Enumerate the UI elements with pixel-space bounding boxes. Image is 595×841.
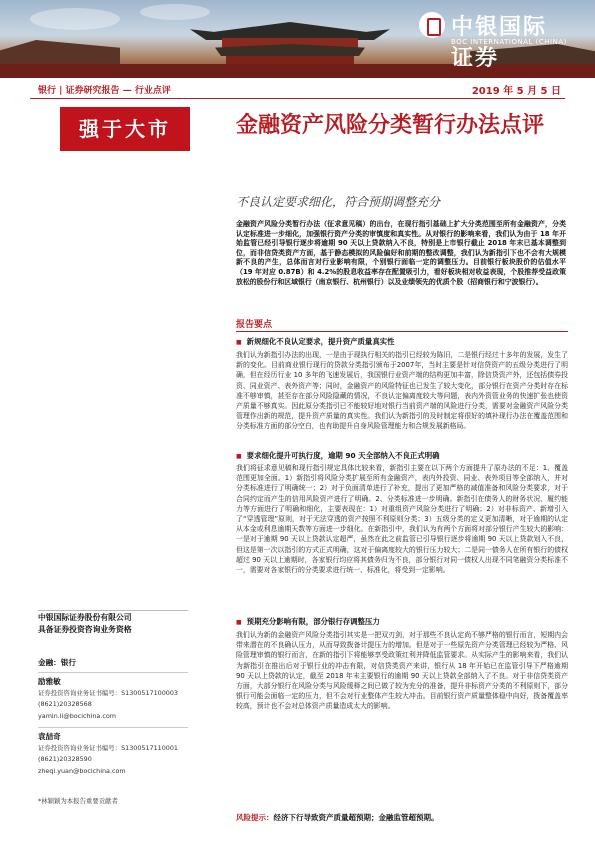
analyst-cert: 证券投资咨询业务证书编号：S1300517110001 — [38, 743, 178, 752]
rating-badge: 强于大市 — [60, 107, 190, 151]
section-heading: ■ 要求细化提升可执行度，逾期 90 天全部纳入不良正式明确 — [236, 450, 439, 461]
analyst-cert: 证券投资咨询业务证书编号：S1300517100003 — [38, 688, 178, 697]
analyst-phone: (8621)20328568 — [38, 700, 92, 709]
divider — [236, 331, 568, 332]
risk-label: 风险提示： — [236, 813, 274, 822]
analyst-name: 袁喆奇 — [38, 732, 61, 741]
section-heading: ■ 预期充分影响有限，部分银行存调整压力 — [236, 616, 380, 627]
company-info: 中银国际证券股份有限公司 具备证券投资咨询业务资格 — [38, 613, 132, 634]
section-heading: ■ 新规细化不良认定要求，提升资产质量真实性 — [236, 336, 395, 347]
cloud — [140, 4, 210, 20]
analyst-email[interactable]: zheqi.yuan@bocichina.com — [38, 766, 126, 775]
divider — [38, 610, 188, 611]
cloud — [30, 8, 120, 30]
section-paragraph: 我们认为新的金融资产风险分类指引其实是一把双刃剑，对于那些不良认定尚不够严格的银行而言，短期内会带来潜在的不良确认压力，从而导致拨备计提压力的增加。但是对于一些原先资产分类管理已经较为严格、风险管理审慎的银行而言，在新的指引下将能够享受政策红利并降低监管要求。从实际产生的影响来看，我们认为新指引在推出后对于银行业的冲击有限，对信贷类资产来讲，银行从 18 年开始已在监管引导下严格逾期 90 天以上贷款的认定，截至 2018 年末主要银行的逾期 90 天以上贷款全部纳入了不良。对于非信贷类资产方面，大部分银行在风险分类与风险缓释之间已做了较为充分的准备，提升非标资产分类的不利原则下，部分银行可能会面临一定的压力，但不会对行业整体产生较大冲击。目前银行资产质量整体稳中向好，拨备覆盖率较高，预计也不会对总体资产质量造成太大的影响。 — [236, 631, 568, 711]
report-category: 银行 | 证券研究报告 — 行业点评 — [38, 86, 171, 96]
report-subtitle: 不良认定要求细化，符合预期调整充分 — [236, 195, 441, 209]
analyst-name: 励雅敏 — [38, 677, 61, 686]
analyst-email[interactable]: yamin.li@bocichina.com — [38, 711, 116, 720]
analyst-card — [38, 676, 213, 722]
key-points-heading: 报告要点 — [236, 320, 273, 330]
section-paragraph: 我们将征求意见稿和现行指引规定具体比较来看，新指引主要在以下两个方面提升了原办法的不足：1、覆盖范围更加全面。1）新指引将风险分类扩展至所有金融资产，表内外投资、同业、表外项目等全部纳入，并对分类标准进行了明确统一；2）对于负面清单进行了补充，提出了更加严格的减值准备和风险分类要求，对于合同约定而产生的信用风险资产进行了明确。2、分类标准进一步明确。新指引在债务人的财务状况、履约能力等方面进行了明确和细化，主要表现在：1）对重组资产风险分类进行了明确；2）对非标资产、新增引入了“穿透管理”原则，对于无法穿透的资产按照不利原则分类；3）五级分类的定义更加清晰，对于逾期的认定从本金或利息逾期天数等方面进一步细化。在新指引中，我们认为有两个方面将对部分银行产生较大的影响：一是对于逾期 90 天以上贷款认定超严，虽然在此之前监管已引导银行逐步将逾期 90 天以上贷款划入不良，但这是第一次以指引的方式正式明确，这对于偏离度较大的银行压力较大；二是同一债务人在所有银行的债权超过 90 天以上逾期时，各家银行均应将其债务归为不良，部分银行对同一债权人出现不同笔融资分类标准不一，需要对各家银行的分类要求进行统一、标准化，将受到一定影响。 — [236, 464, 568, 575]
category-bar — [30, 80, 565, 99]
header-banner — [0, 0, 595, 78]
company-logo — [419, 10, 569, 71]
analyst-phone: (8621)20328590 — [38, 755, 92, 764]
industry-label: 金融：银行 — [38, 658, 76, 667]
contributor-note: *林颖颖为本报告重要贡献者 — [38, 797, 118, 805]
risk-warning — [236, 812, 439, 823]
logo-cn: 中银国际证券 — [451, 14, 548, 71]
report-abstract: 金融资产风险分类暂行办法（征求意见稿）的出台，在现行指引基础上扩大分类范围至所有金融资产，分类认定标准进一步细化，加强银行资产分类的审慎度和真实性。从对银行的影响来看，我们认为由于 18 年开始监管已经引导银行逐步将逾期 90 天以上贷款纳入不良，特别是上市银行截止 2018 年末已基本调整到位，而非信贷类资产方面，基于静态模拟的风险偏好和前期的整改调整，我们认为新指引下也不会有大规模新不良的产生，总体而言对行业影响有限，个别银行面临一定的调整压力。目前银行板块股价的估值水平（19 年对应 0.87B）和 4.2%的股息收益率存在配置吸引力，看好板块相对收益表现，个股推荐受益政策放松的股份行和区域银行（南京银行、杭州银行）以及业绩领先的优质个股（招商银行和宁波银行）。 — [236, 220, 566, 286]
section-paragraph: 我们认为新指引办法的出现，一是由于现执行相关的指引已经较为陈旧，二是银行经过十多年的发展，发生了新的变化。目前商业银行现行的贷款分类指引颁布于2007年，当时主要是针对信贷资产的五级分类进行了明确，但在经历行业 10 多年的飞速发展后，我国银行业资产端的结构更加丰富，除信贷资产外，还包括债券投资、同业资产、表外资产等；同时，金融资产的风险特征也已发生了较大变化，部分银行在资产分类时存在标准不够审慎，甚至存在部分风险隐藏的情况，不良认定偏离度较大等问题，表内外资管业务的快速扩张也使资产质量不够真实。因此原分类指引已不能较好地对银行当前资产端的风险进行分类，需要对金融资产风险分类管理作出新的规范，提升资产质量的真实性。我们认为新指引的及时制定将很好的填补现行办法在覆盖范围和分类标准方面的部分空白，也有助提升自身风险管理能力和合规发展新格局。 — [236, 351, 568, 431]
building-left — [0, 40, 120, 66]
risk-text: 经济下行导致资产质量超预期；金融监管超预期。 — [273, 813, 439, 822]
divider — [38, 672, 188, 673]
logo-en: BOC INTERNATIONAL (CHINA) — [451, 38, 567, 46]
report-date: 2019 年 5 月 5 日 — [471, 86, 561, 97]
analyst-card — [38, 731, 213, 777]
divider — [38, 727, 188, 728]
boc-logo-icon — [419, 12, 445, 38]
report-title: 金融资产风险分类暂行办法点评 — [236, 112, 545, 138]
